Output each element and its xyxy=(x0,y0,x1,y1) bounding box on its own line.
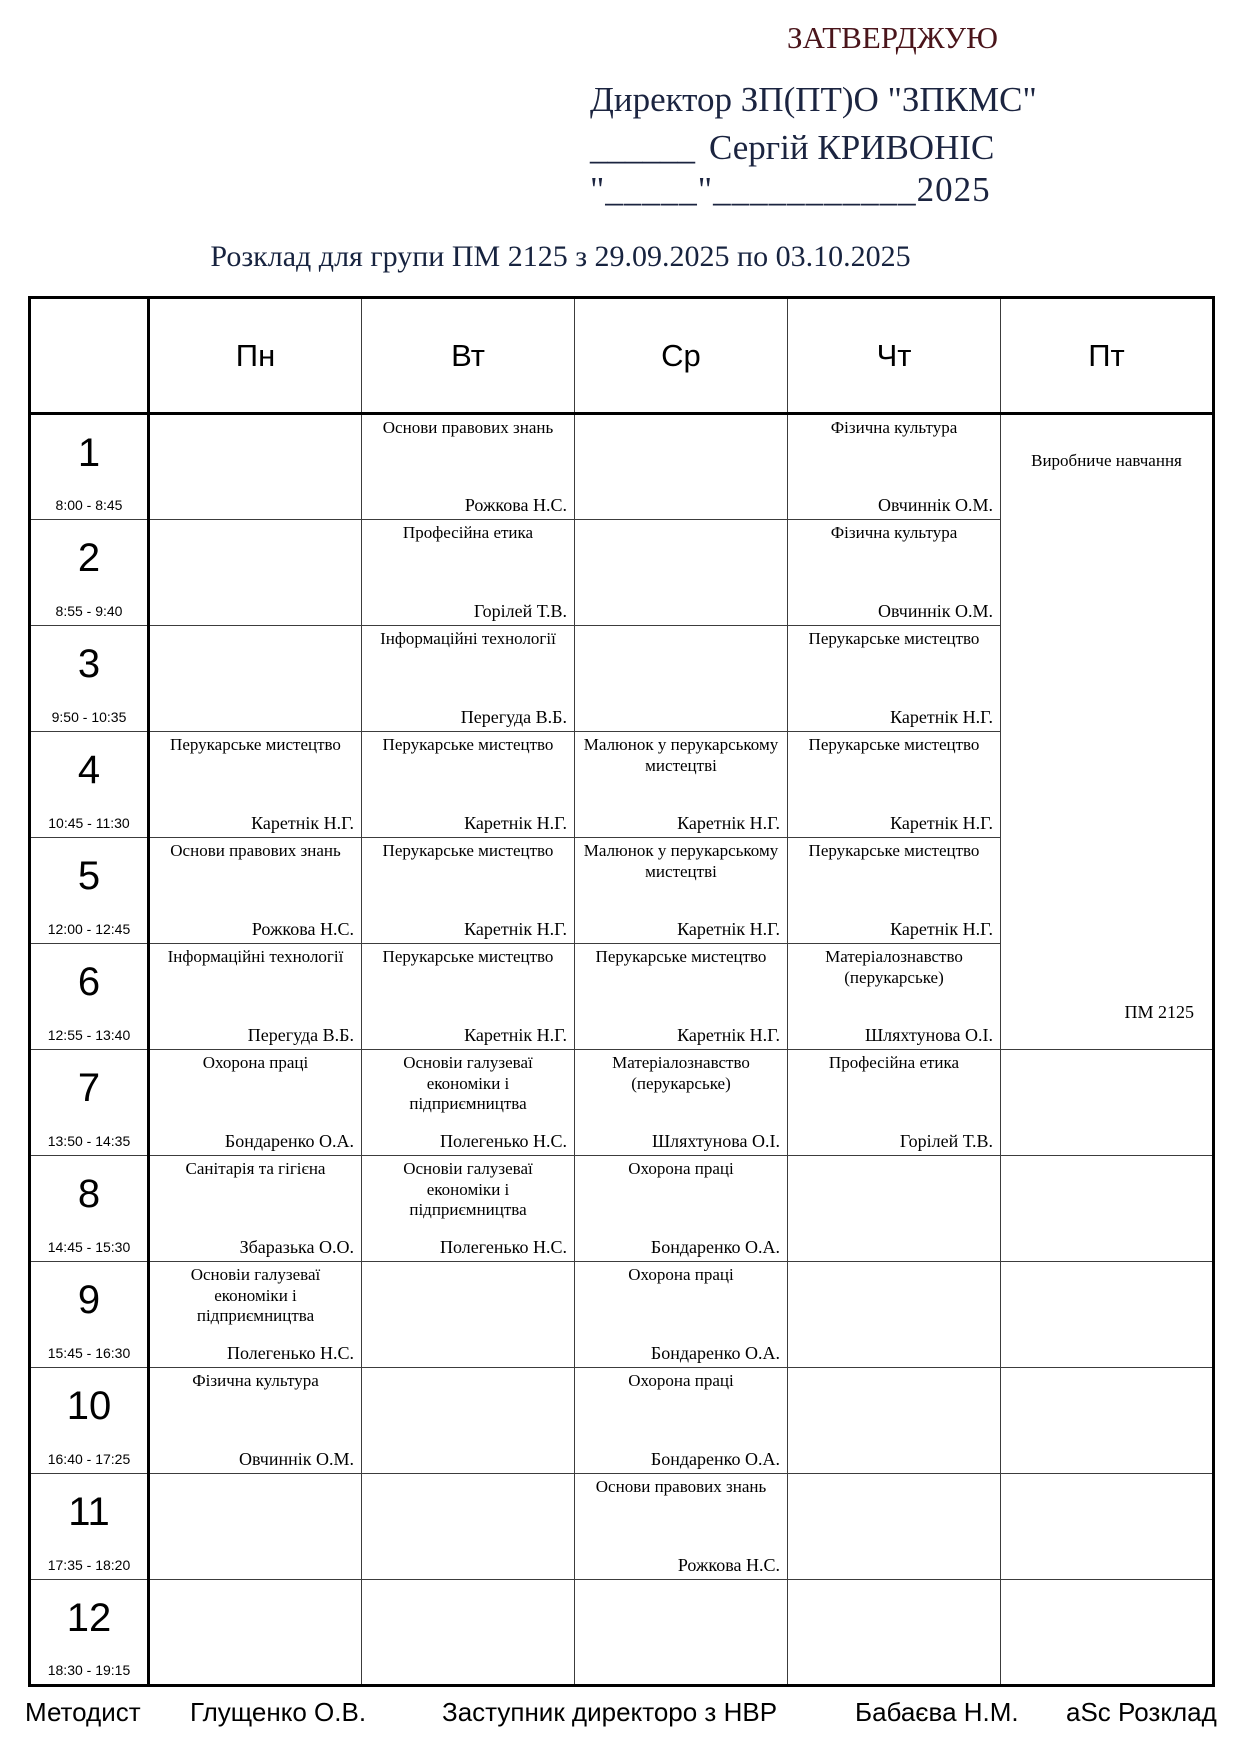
empty-cell xyxy=(149,1580,362,1686)
lesson-subject: Санітарія та гігієна xyxy=(185,1159,326,1178)
lesson-group: ПМ 2125 xyxy=(1124,1002,1194,1022)
lesson-teacher: Каретнік Н.Г. xyxy=(464,919,567,939)
lesson-cell xyxy=(362,1156,575,1262)
period-cell xyxy=(30,520,149,626)
period-number: 5 xyxy=(77,854,101,898)
period-cell xyxy=(30,626,149,732)
asc-app-label: aSc Розклад xyxy=(1066,1697,1217,1727)
lesson-subject: Основи правових знань xyxy=(382,418,554,437)
corner-cell xyxy=(30,298,149,414)
lesson-teacher: Бондаренко О.А. xyxy=(650,1237,780,1257)
empty-cell xyxy=(575,626,788,732)
period-number: 12 xyxy=(66,1596,112,1640)
lesson-teacher: Рожкова Н.С. xyxy=(677,1555,780,1575)
lesson-subject: Інформаційні технології xyxy=(167,947,344,966)
lesson-cell xyxy=(149,838,362,944)
period-number: 4 xyxy=(77,748,101,792)
approval-block xyxy=(590,20,1065,210)
period-number: 11 xyxy=(68,1490,110,1534)
lesson-subject: Охорона праці xyxy=(628,1159,734,1178)
lesson-cell xyxy=(575,944,788,1050)
empty-cell xyxy=(575,414,788,520)
period-cell xyxy=(30,1580,149,1686)
lesson-cell xyxy=(788,1050,1001,1156)
empty-cell xyxy=(575,520,788,626)
empty-cell xyxy=(788,1262,1001,1368)
empty-cell xyxy=(362,1580,575,1686)
table-row xyxy=(30,1156,1214,1262)
date-line: "_____"___________2025 xyxy=(590,170,991,209)
lesson-teacher: Каретнік Н.Г. xyxy=(677,919,780,939)
lesson-cell xyxy=(575,732,788,838)
period-cell xyxy=(30,732,149,838)
lesson-teacher: Каретнік Н.Г. xyxy=(890,919,993,939)
empty-cell xyxy=(362,1262,575,1368)
period-cell xyxy=(30,1050,149,1156)
lesson-teacher: Каретнік Н.Г. xyxy=(677,1025,780,1045)
lesson-subject: Матеріалознавство (перукарське) xyxy=(612,1053,750,1093)
period-number: 6 xyxy=(77,960,101,1004)
empty-cell xyxy=(1001,1050,1214,1156)
lesson-teacher: Шляхтунова О.І. xyxy=(865,1025,993,1045)
lesson-cell xyxy=(362,732,575,838)
empty-cell xyxy=(362,1474,575,1580)
lesson-cell xyxy=(575,1050,788,1156)
lesson-cell xyxy=(788,732,1001,838)
lesson-subject: Перукарське мистецтво xyxy=(808,841,980,860)
lesson-subject: Перукарське мистецтво xyxy=(808,629,980,648)
period-time: 15:45 - 16:30 xyxy=(47,1345,131,1361)
empty-cell xyxy=(1001,1580,1214,1686)
table-row xyxy=(30,1262,1214,1368)
lesson-cell xyxy=(149,944,362,1050)
lesson-teacher: Овчиннік О.М. xyxy=(877,601,993,621)
footer xyxy=(0,1697,1241,1737)
period-time: 12:55 - 13:40 xyxy=(47,1027,131,1043)
lesson-subject: Виробниче навчання xyxy=(1031,451,1182,470)
lesson-subject: Малюнок у перукарському мистецтві xyxy=(583,735,779,775)
empty-cell xyxy=(149,520,362,626)
lesson-subject: Перукарське мистецтво xyxy=(382,735,554,754)
period-number: 10 xyxy=(66,1384,112,1428)
lesson-cell xyxy=(788,414,1001,520)
director-name: Сергій КРИВОНІС xyxy=(709,128,995,167)
lesson-teacher: Овчиннік О.М. xyxy=(877,495,993,515)
day-header-thu: Чт xyxy=(788,298,1001,414)
period-time: 9:50 - 10:35 xyxy=(51,709,127,725)
empty-cell xyxy=(149,626,362,732)
lesson-cell xyxy=(788,838,1001,944)
empty-cell xyxy=(1001,1368,1214,1474)
lesson-teacher: Рожкова Н.С. xyxy=(464,495,567,515)
lesson-teacher: Каретнік Н.Г. xyxy=(677,813,780,833)
lesson-cell xyxy=(575,838,788,944)
period-cell xyxy=(30,944,149,1050)
lesson-teacher: Шляхтунова О.І. xyxy=(652,1131,780,1151)
lesson-cell xyxy=(149,1368,362,1474)
period-time: 8:00 - 8:45 xyxy=(55,497,123,513)
lesson-cell xyxy=(362,944,575,1050)
period-number: 9 xyxy=(77,1278,101,1322)
lesson-subject: Основіи галузеваї економіки і підприємництва xyxy=(403,1159,533,1220)
empty-cell xyxy=(149,1474,362,1580)
schedule-body xyxy=(30,414,1214,1686)
lesson-teacher: Перегуда В.Б. xyxy=(460,707,567,727)
lesson-teacher: Горілей Т.В. xyxy=(473,601,567,621)
director-line: Директор ЗП(ПТ)О "ЗПКМС" xyxy=(590,80,1037,119)
period-time: 8:55 - 9:40 xyxy=(55,603,123,619)
lesson-cell xyxy=(575,1262,788,1368)
lesson-teacher: Каретнік Н.Г. xyxy=(890,707,993,727)
empty-cell xyxy=(1001,1156,1214,1262)
empty-cell xyxy=(788,1474,1001,1580)
period-cell xyxy=(30,1156,149,1262)
lesson-teacher: Полегенько Н.С. xyxy=(226,1343,354,1363)
period-number: 3 xyxy=(77,642,101,686)
period-cell xyxy=(30,414,149,520)
period-cell xyxy=(30,1474,149,1580)
empty-cell xyxy=(788,1580,1001,1686)
lesson-teacher: Горілей Т.В. xyxy=(899,1131,993,1151)
lesson-subject: Перукарське мистецтво xyxy=(382,947,554,966)
lesson-teacher: Каретнік Н.Г. xyxy=(464,813,567,833)
lesson-teacher: Каретнік Н.Г. xyxy=(890,813,993,833)
period-cell xyxy=(30,1262,149,1368)
lesson-cell xyxy=(362,414,575,520)
lesson-cell xyxy=(149,1262,362,1368)
lesson-cell xyxy=(149,1156,362,1262)
lesson-subject: Професійна етика xyxy=(828,1053,960,1072)
lesson-cell xyxy=(149,1050,362,1156)
period-time: 17:35 - 18:20 xyxy=(47,1557,131,1573)
empty-cell xyxy=(1001,1474,1214,1580)
empty-cell xyxy=(788,1156,1001,1262)
lesson-subject: Основіи галузеваї економіки і підприємництва xyxy=(190,1265,321,1326)
table-row xyxy=(30,1050,1214,1156)
lesson-cell xyxy=(149,732,362,838)
lesson-teacher: Овчиннік О.М. xyxy=(238,1449,354,1469)
period-number: 2 xyxy=(77,536,101,580)
lesson-subject: Перукарське мистецтво xyxy=(595,947,767,966)
lesson-teacher: Перегуда В.Б. xyxy=(247,1025,354,1045)
day-header-wed: Ср xyxy=(575,298,788,414)
friday-practice-cell xyxy=(1001,414,1214,1050)
lesson-cell xyxy=(788,520,1001,626)
lesson-subject: Основіи галузеваї економіки і підприємництва xyxy=(403,1053,533,1114)
methodist-name: Глущенко О.В. xyxy=(190,1697,367,1727)
lesson-teacher: Полегенько Н.С. xyxy=(439,1131,567,1151)
empty-cell xyxy=(788,1368,1001,1474)
lesson-subject: Перукарське мистецтво xyxy=(382,841,554,860)
lesson-cell xyxy=(575,1368,788,1474)
lesson-teacher: Бондаренко О.А. xyxy=(650,1343,780,1363)
lesson-subject: Фізична культура xyxy=(192,1371,319,1390)
period-cell xyxy=(30,1368,149,1474)
lesson-cell xyxy=(362,838,575,944)
signature-line xyxy=(590,128,1065,168)
period-time: 14:45 - 15:30 xyxy=(47,1239,131,1255)
table-row xyxy=(30,1580,1214,1686)
empty-cell xyxy=(575,1580,788,1686)
lesson-cell xyxy=(362,626,575,732)
lesson-subject: Фізична культура xyxy=(830,523,958,542)
lesson-cell xyxy=(575,1156,788,1262)
empty-cell xyxy=(1001,1262,1214,1368)
approval-stamp: ЗАТВЕРДЖУЮ xyxy=(787,20,998,55)
table-row xyxy=(30,414,1214,520)
period-time: 13:50 - 14:35 xyxy=(47,1133,131,1149)
empty-cell xyxy=(362,1368,575,1474)
lesson-teacher: Каретнік Н.Г. xyxy=(464,1025,567,1045)
lesson-subject: Перукарське мистецтво xyxy=(170,735,341,754)
lesson-teacher: Полегенько Н.С. xyxy=(439,1237,567,1257)
lesson-teacher: Каретнік Н.Г. xyxy=(251,813,354,833)
lesson-subject: Малюнок у перукарському мистецтві xyxy=(583,841,779,881)
lesson-cell xyxy=(362,520,575,626)
deputy-label: Заступник директоро з НВР xyxy=(442,1697,778,1727)
period-number: 8 xyxy=(77,1172,101,1216)
lesson-teacher: Рожкова Н.С. xyxy=(251,919,354,939)
lesson-cell xyxy=(575,1474,788,1580)
lesson-cell xyxy=(362,1050,575,1156)
period-time: 10:45 - 11:30 xyxy=(48,815,130,831)
period-time: 18:30 - 19:15 xyxy=(47,1662,131,1678)
table-row xyxy=(30,1368,1214,1474)
lesson-subject: Охорона праці xyxy=(628,1265,734,1284)
day-header-row xyxy=(30,298,1214,414)
table-row xyxy=(30,1474,1214,1580)
lesson-subject: Перукарське мистецтво xyxy=(808,735,980,754)
day-header-mon: Пн xyxy=(149,298,362,414)
lesson-subject: Матеріалознавство (перукарське) xyxy=(825,947,963,987)
lesson-subject: Основи правових знань xyxy=(170,841,341,860)
empty-cell xyxy=(149,414,362,520)
period-number: 1 xyxy=(77,431,101,475)
period-time: 16:40 - 17:25 xyxy=(47,1451,131,1467)
lesson-cell xyxy=(788,944,1001,1050)
methodist-label: Методист xyxy=(25,1697,141,1727)
lesson-subject: Інформаційні технології xyxy=(380,629,556,648)
lesson-cell xyxy=(788,626,1001,732)
lesson-teacher: Збаразька О.О. xyxy=(239,1237,354,1257)
lesson-subject: Фізична культура xyxy=(830,418,958,437)
period-cell xyxy=(30,838,149,944)
lesson-subject: Основи правових знань xyxy=(595,1477,767,1496)
schedule-title: Розклад для групи ПМ 2125 з 29.09.2025 по 03.10.2025 xyxy=(210,240,911,273)
deputy-name: Бабаєва Н.М. xyxy=(855,1697,1019,1727)
lesson-subject: Професійна етика xyxy=(402,523,534,542)
lesson-subject: Охорона праці xyxy=(628,1371,734,1390)
schedule-table xyxy=(28,296,1215,1687)
lesson-subject: Охорона праці xyxy=(202,1053,309,1072)
day-header-tue: Вт xyxy=(362,298,575,414)
lesson-teacher: Бондаренко О.А. xyxy=(650,1449,780,1469)
day-header-fri: Пт xyxy=(1001,298,1214,414)
period-number: 7 xyxy=(77,1066,101,1110)
lesson-teacher: Бондаренко О.А. xyxy=(224,1131,354,1151)
period-time: 12:00 - 12:45 xyxy=(47,921,131,937)
signature-blank: ______ xyxy=(590,128,695,167)
